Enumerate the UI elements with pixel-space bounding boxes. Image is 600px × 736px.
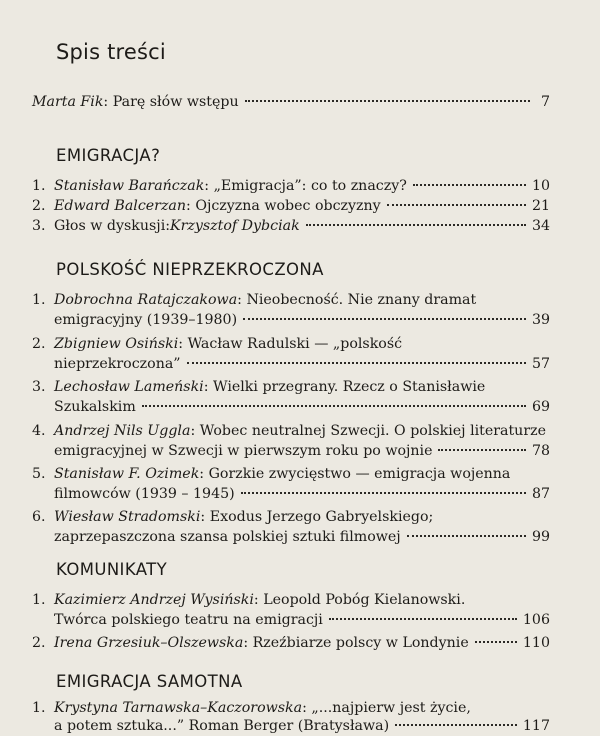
entry-page: 117 <box>522 718 550 734</box>
entry-title-cont: nieprzekroczona” <box>54 356 181 372</box>
entry-title-cont: zaprzepaszczona szansa polskiej sztuki filmowej <box>54 529 401 545</box>
page-title: Spis treści <box>56 40 166 64</box>
entry-page: 39 <box>531 312 550 328</box>
entry-title-cont: filmowców (1939 – 1945) <box>54 486 235 502</box>
entry-number: 1. <box>32 292 46 308</box>
entry-title: : Wobec neutralnej Szwecji. O polskiej literaturze <box>190 423 546 439</box>
section-heading: POLSKOŚĆ NIEPRZEKROCZONA <box>56 260 324 279</box>
section-heading: EMIGRACJA? <box>56 146 161 165</box>
leader-dots <box>306 224 526 226</box>
entry-title-cont: Twórca polskiego teatru na emigracji <box>54 612 323 628</box>
entry-title: Głos w dyskusji: <box>54 218 171 234</box>
entry-number: 1. <box>32 178 46 194</box>
entry-title: : „...najpierw jest życie, <box>302 700 471 716</box>
entry-title-cont: emigracyjnej w Szwecji w pierwszym roku po wojnie <box>54 443 433 459</box>
entry-title: : Wacław Radulski — „polskość <box>178 336 403 352</box>
entry-author: Edward Balcerzan <box>54 198 187 214</box>
entry-page: 87 <box>531 486 550 502</box>
entry-author: Stanisław Barańczak <box>54 178 205 194</box>
entry-author: Krystyna Tarnawska–Kaczorowska <box>54 700 303 716</box>
entry-page: 106 <box>522 612 550 628</box>
entry-page: 99 <box>531 529 550 545</box>
entry-title: : Leopold Pobóg Kielanowski. <box>253 592 466 608</box>
entry-title: : Wielki przegrany. Rzecz o Stanisławie <box>203 379 486 395</box>
entry-title: : Rzeźbiarze polscy w Londynie <box>243 635 469 651</box>
entry-author: Dobrochna Ratajczakowa <box>54 292 238 308</box>
leader-dots <box>413 184 526 186</box>
entry-number: 1. <box>32 700 46 716</box>
entry-page: 78 <box>531 443 550 459</box>
entry-title: : Exodus Jerzego Gabryelskiego; <box>200 509 434 525</box>
leader-dots <box>475 641 517 643</box>
section-heading: EMIGRACJA SAMOTNA <box>56 672 243 691</box>
leader-dots <box>387 204 526 206</box>
entry-page: 21 <box>531 198 550 214</box>
section-heading: KOMUNIKATY <box>56 560 168 579</box>
entry-author: Stanisław F. Ozimek <box>54 466 200 482</box>
entry-title: : Gorzkie zwycięstwo — emigracja wojenna <box>199 466 511 482</box>
entry-number: 4. <box>32 423 46 439</box>
leader-dots <box>241 492 526 494</box>
entry-number: 2. <box>32 198 46 214</box>
leader-dots <box>407 535 526 537</box>
entry-title-cont: Szukalskim <box>54 399 136 415</box>
leader-dots <box>438 449 525 451</box>
entry-author: Zbigniew Osiński <box>54 336 179 352</box>
entry-author: Kazimierz Andrzej Wysiński <box>54 592 254 608</box>
leader-dots <box>142 405 526 407</box>
entry-number: 1. <box>32 592 46 608</box>
entry-page: 57 <box>531 356 550 372</box>
entry-number: 2. <box>32 635 46 651</box>
leader-dots <box>187 362 526 364</box>
entry-author: Krzysztof Dybciak <box>170 218 300 234</box>
entry-page: 69 <box>531 399 550 415</box>
entry-page: 34 <box>531 218 550 234</box>
entry-author: Irena Grzesiuk–Olszewska <box>54 635 244 651</box>
leader-dots <box>245 100 530 102</box>
entry-number: 2. <box>32 336 46 352</box>
entry-title: : Nieobecność. Nie znany dramat <box>237 292 477 308</box>
entry-page: 7 <box>540 94 550 110</box>
entry-number: 5. <box>32 466 46 482</box>
entry-title-cont: emigracyjny (1939–1980) <box>54 312 238 328</box>
entry-author: Marta Fik <box>32 94 104 110</box>
entry-title-cont: a potem sztuka...” Roman Berger (Bratysława) <box>54 718 390 734</box>
leader-dots <box>329 618 517 620</box>
leader-dots <box>243 318 526 320</box>
entry-page: 110 <box>522 635 550 651</box>
entry-title: : Ojczyzna wobec obczyzny <box>186 198 381 214</box>
entry-title: : „Emigracja”: co to znaczy? <box>204 178 407 194</box>
entry-author: Lechosław Lameński <box>54 379 204 395</box>
leader-dots <box>395 724 517 726</box>
entry-number: 6. <box>32 509 46 525</box>
entry-title: : Parę słów wstępu <box>103 94 239 110</box>
entry-page: 10 <box>531 178 550 194</box>
entry-author: Andrzej Nils Uggla <box>54 423 191 439</box>
entry-number: 3. <box>32 218 46 234</box>
entry-author: Wiesław Stradomski <box>54 509 201 525</box>
intro-entry <box>32 92 550 112</box>
entry-number: 3. <box>32 379 46 395</box>
